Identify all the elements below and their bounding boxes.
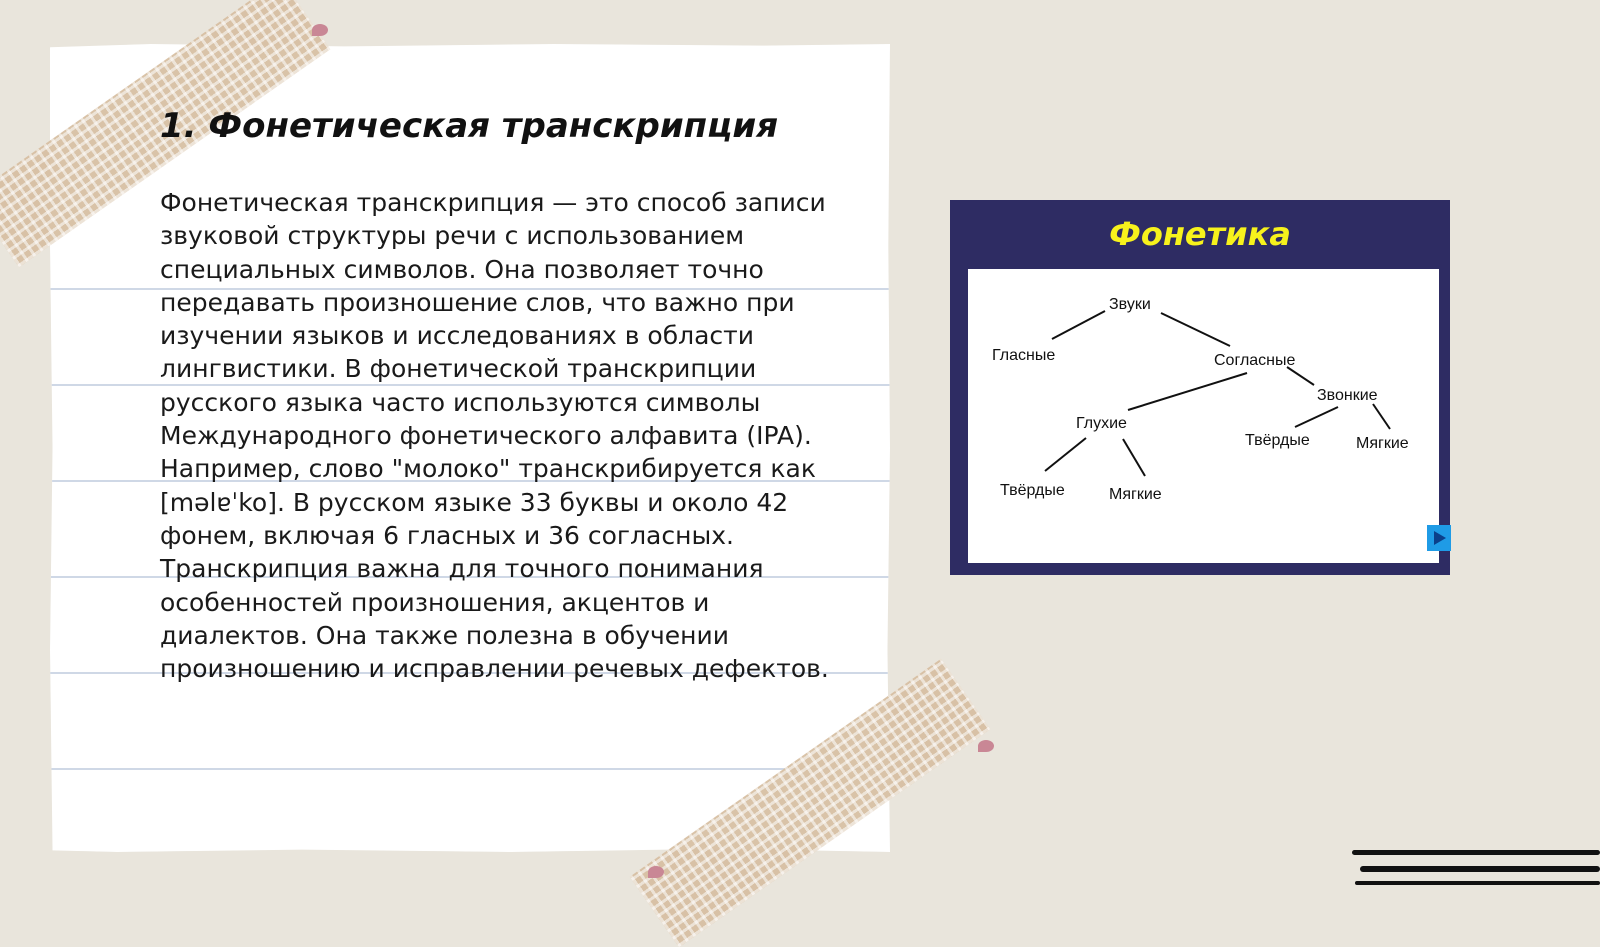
- node-voiceless-soft: Мягкие: [1109, 486, 1162, 503]
- slide-body-text: Фонетическая транскрипция — это способ записи звуковой структуры речи с использованием специальных символов. Она позволяет точно передавать произношение слов, что важно при изучении языков и исследованиях в области лингвистики. В фонетической транскрипции русского языка часто используются символы Международного фонетического алфавита (IPA). Например, слово "молоко" транскрибируется как [məlɐˈko]. В русском языке 33 буквы и около 42 фонем, включая 6 гласных и 36 согласных. Транскрипция важна для точного понимания особенностей произношения, акцентов и диалектов. Она также полезна в обучении произношению и исправлении речевых дефектов.: [160, 188, 829, 684]
- paper-rule-line: [50, 768, 890, 770]
- edge-voiceless-soft: [1123, 439, 1145, 476]
- tape-pin: [978, 740, 994, 752]
- node-consonants: Согласные: [1214, 352, 1296, 369]
- edge-root-consonants: [1161, 313, 1230, 346]
- node-voiced-soft: Мягкие: [1356, 435, 1409, 452]
- diagram-lines: [968, 269, 1439, 563]
- node-voiced: Звонкие: [1317, 387, 1378, 404]
- node-voiced-hard: Твёрдые: [1245, 432, 1310, 449]
- slide-title: 1. Фонетическая транскрипция: [160, 106, 779, 146]
- tape-pin: [312, 24, 328, 36]
- decorative-stroke: [1355, 881, 1600, 885]
- tape-pin: [648, 866, 664, 878]
- phonetics-diagram-image: [950, 200, 1450, 575]
- node-sounds: Звуки: [1109, 296, 1151, 313]
- node-voiceless-hard: Твёрдые: [1000, 482, 1065, 499]
- node-vowels: Гласные: [992, 347, 1056, 364]
- edge-root-vowels: [1052, 311, 1105, 339]
- play-icon[interactable]: [1427, 525, 1451, 551]
- edge-voiced-soft: [1373, 404, 1390, 429]
- edge-voiced-hard: [1295, 407, 1338, 427]
- diagram-title: Фонетика: [1109, 215, 1291, 253]
- edge-voiceless-hard: [1045, 438, 1086, 471]
- decorative-stroke: [1352, 850, 1600, 855]
- edge-consonants-voiceless: [1128, 373, 1247, 410]
- decorative-stroke: [1360, 866, 1600, 872]
- node-voiceless: Глухие: [1076, 415, 1127, 432]
- diagram-canvas: [968, 269, 1439, 563]
